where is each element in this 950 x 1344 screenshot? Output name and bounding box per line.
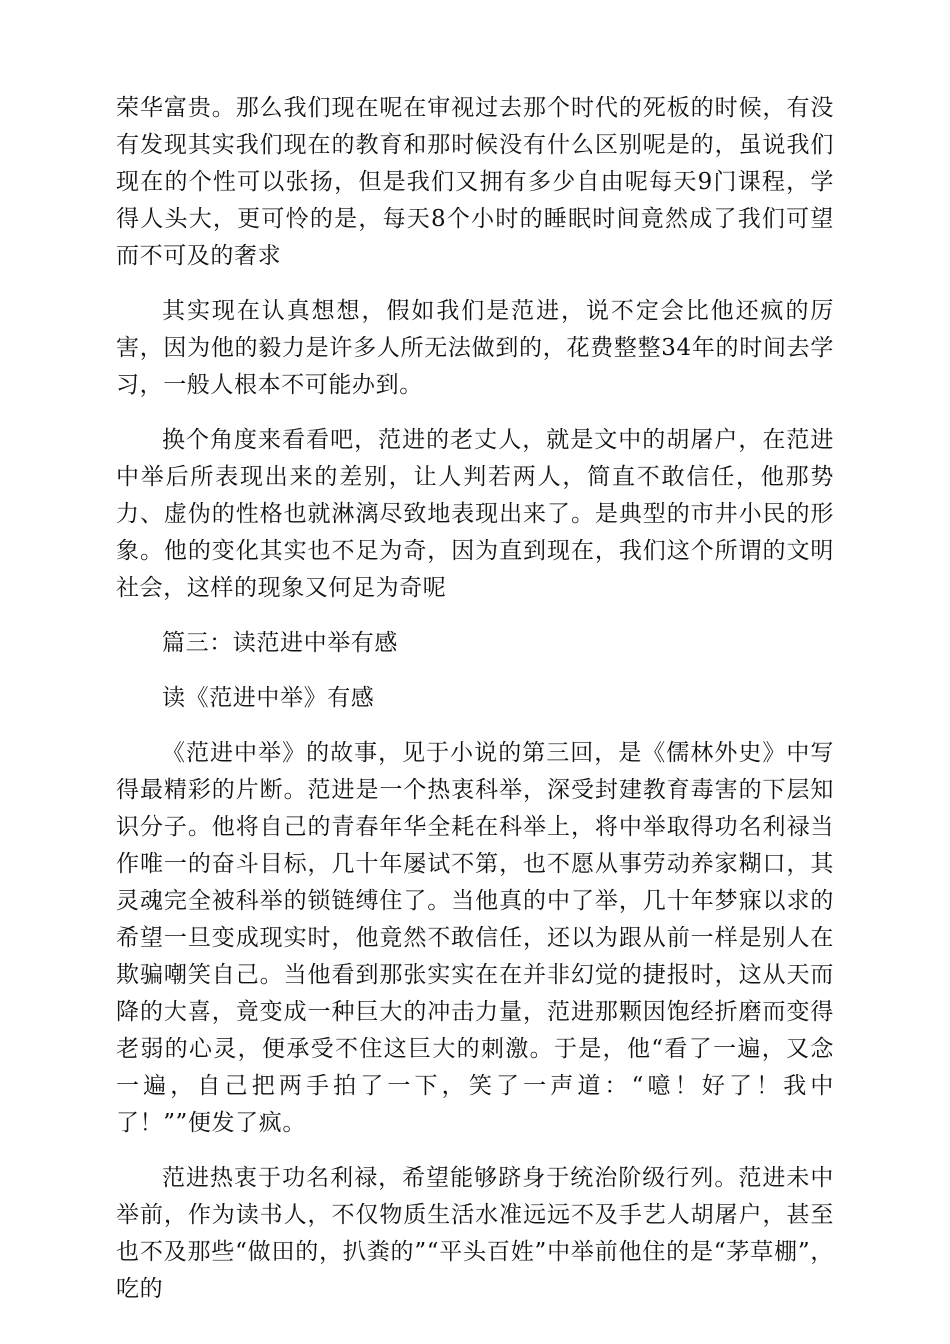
paragraph-4: 《范进中举》的故事，见于小说的第三回，是《儒林外史》中写得最精彩的片断。范进是一个热衷科举，深受封建教育毒害的下层知识分子。他将自己的青春年华全耗在科举上，将中举取得功名利禄当作唯一的奋斗目标，几十年屡试不第，也不愿从事劳动养家糊口，其灵魂完全被科举的锁链缚住了。当他真的中了举，几十年梦寐以求的希望一旦变成现实时，他竟然不敢信任，还以为跟从前一样是别人在欺骗嘲笑自己。当他看到那张实实在在并非幻觉的捷报时，这从天而降的大喜，竟变成一种巨大的冲击力量，范进那颗因饱经折磨而变得老弱的心灵，便承受不住这巨大的刺激。于是，他“看了一遍，又念一遍，自己把两手拍了一下，笑了一声道：“噫！好了！我中了！””便发了疯。 <box>116 740 834 1136</box>
section-heading: 篇三：读范进中举有感 <box>162 630 398 656</box>
paragraph-5: 范进热衷于功名利禄，希望能够跻身于统治阶级行列。范进未中举前，作为读书人，不仅物质生活水准远远不及手艺人胡屠户，甚至也不及那些“做田的，扒粪的”“平头百姓”中举前他住的是“茅草棚”，吃的 <box>116 1165 834 1302</box>
paragraph-3: 换个角度来看看吧，范进的老丈人，就是文中的胡屠户，在范进中举后所表现出来的差别，让人判若两人，简直不敢信任，他那势力、虚伪的性格也就淋漓尽致地表现出来了。是典型的市井小民的形象。他的变化其实也不足为奇，因为直到现在，我们这个所谓的文明社会，这样的现象又何足为奇呢 <box>116 427 834 601</box>
paragraph-1: 荣华富贵。那么我们现在呢在审视过去那个时代的死板的时候，有没有发现其实我们现在的教育和那时候没有什么区别呢是的，虽说我们现在的个性可以张扬，但是我们又拥有多少自由呢每天9门课程，学得人头大，更可怜的是，每天8个小时的睡眠时间竟然成了我们可望而不可及的奢求 <box>116 95 834 269</box>
essay-title: 读《范进中举》有感 <box>162 685 375 711</box>
document-page <box>116 90 834 1326</box>
paragraph-2: 其实现在认真想想，假如我们是范进，说不定会比他还疯的厉害，因为他的毅力是许多人所无法做到的，花费整整34年的时间去学习，一般人根本不可能办到。 <box>116 298 834 398</box>
